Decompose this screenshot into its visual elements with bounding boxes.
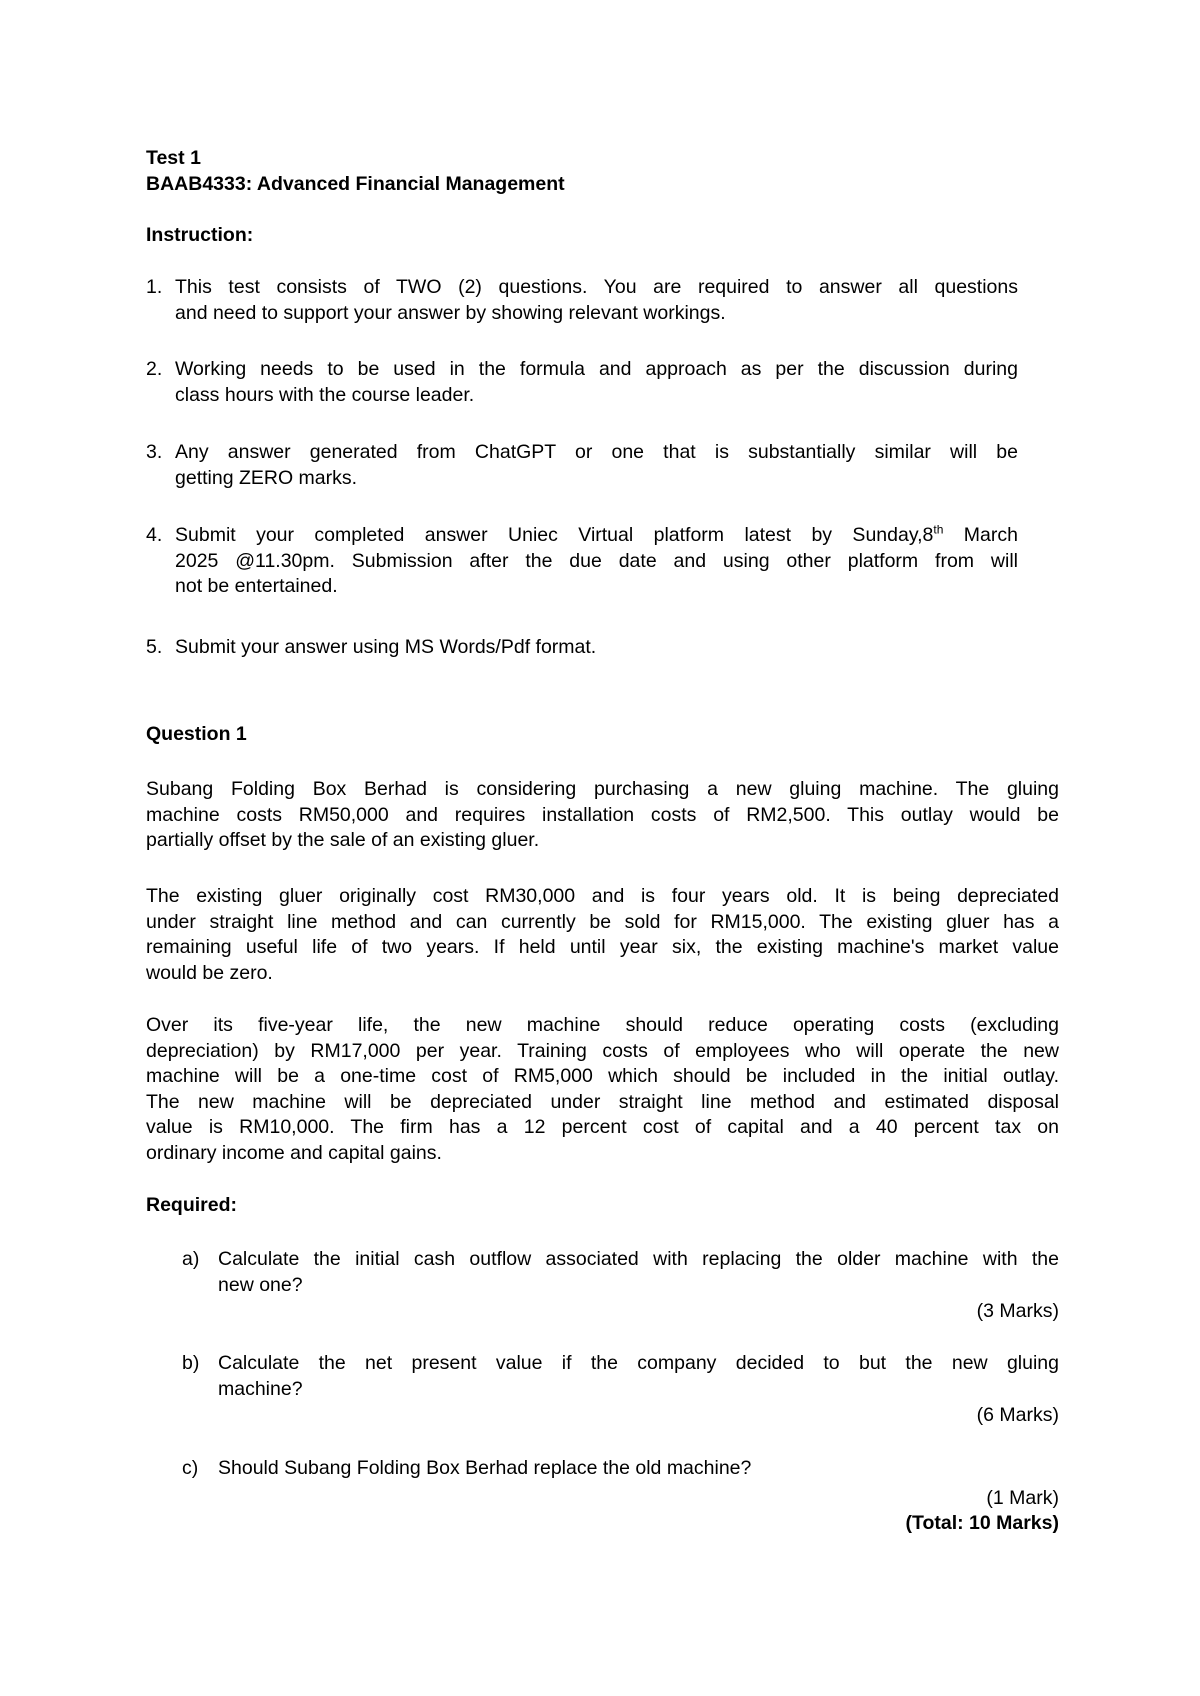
- marks-label: (3 Marks): [976, 1300, 1059, 1322]
- instruction-number: 5.: [146, 636, 163, 658]
- instruction-line: class hours with the course leader.: [175, 383, 475, 406]
- question-paragraph: The existing gluer originally cost RM30,000 and is four years old. It is being depreciated under straight line method and can currently be sold for RM15,000. The existing gluer has a remaining useful life of two years. If held until year six, the existing machine's market value would be zero.: [146, 885, 1059, 984]
- instruction-heading: Instruction:: [146, 224, 254, 246]
- instruction-line: This test consists of TWO (2) questions. You are required to answer all questions: [175, 276, 1018, 298]
- part-label: c): [182, 1457, 199, 1479]
- instruction-line: getting ZERO marks.: [175, 466, 358, 489]
- test-title: Test 1: [146, 147, 201, 169]
- question-heading: Question 1: [146, 723, 247, 745]
- instruction-item: [175, 523, 1018, 600]
- instruction-item: [175, 635, 1018, 661]
- instruction-line: 2025 @11.30pm. Submission after the due date and using other platform from will: [175, 549, 1018, 572]
- instruction-number: 4.: [146, 524, 163, 546]
- part-text: Calculate the initial cash outflow associated with replacing the older machine with the new one?: [218, 1248, 1059, 1296]
- instruction-number: 2.: [146, 358, 163, 380]
- total-marks: (Total: 10 Marks): [905, 1512, 1059, 1534]
- instruction-line: Any answer generated from ChatGPT or one that is substantially similar will be: [175, 441, 1018, 463]
- marks-label: (6 Marks): [976, 1404, 1059, 1426]
- required-heading: Required:: [146, 1194, 238, 1216]
- course-title: BAAB4333: Advanced Financial Management: [146, 173, 565, 195]
- question-paragraph: Over its five-year life, the new machine should reduce operating costs (excluding depreciation) by RM17,000 per year. Training costs of employees who will operate the new machine will be a one-time cost of RM5,000 which should be included in the initial outlay. The new machine will be depreciated under straight line method and estimated disposal value is RM10,000. The firm has a 12 percent cost of capital and a 40 percent tax on ordinary income and capital gains.: [146, 1014, 1059, 1164]
- question-paragraph: Subang Folding Box Berhad is considering purchasing a new gluing machine. The gluing machine costs RM50,000 and requires installation costs of RM2,500. This outlay would be partially offset by the sale of an existing gluer.: [146, 778, 1059, 851]
- instruction-item: [175, 440, 1018, 491]
- instruction-line: not be entertained.: [175, 575, 338, 597]
- part-label: b): [182, 1352, 200, 1374]
- part-text: Calculate the net present value if the company decided to but the new gluing machine?: [218, 1352, 1059, 1400]
- part-label: a): [182, 1248, 200, 1270]
- instruction-item: [175, 357, 1018, 408]
- instruction-item: [175, 275, 1018, 326]
- instruction-number: 3.: [146, 441, 163, 463]
- instruction-line: Working needs to be used in the formula and approach as per the discussion during: [175, 358, 1018, 380]
- part-text: Should Subang Folding Box Berhad replace the old machine?: [218, 1457, 752, 1479]
- instruction-line: Submit your completed answer Uniec Virtual platform latest by Sunday,8th March: [175, 522, 1018, 546]
- instruction-number: 1.: [146, 276, 163, 298]
- instruction-line: Submit your answer using MS Words/Pdf format.: [175, 636, 597, 658]
- instruction-line: and need to support your answer by showing relevant workings.: [175, 301, 726, 324]
- marks-label: (1 Mark): [986, 1487, 1059, 1509]
